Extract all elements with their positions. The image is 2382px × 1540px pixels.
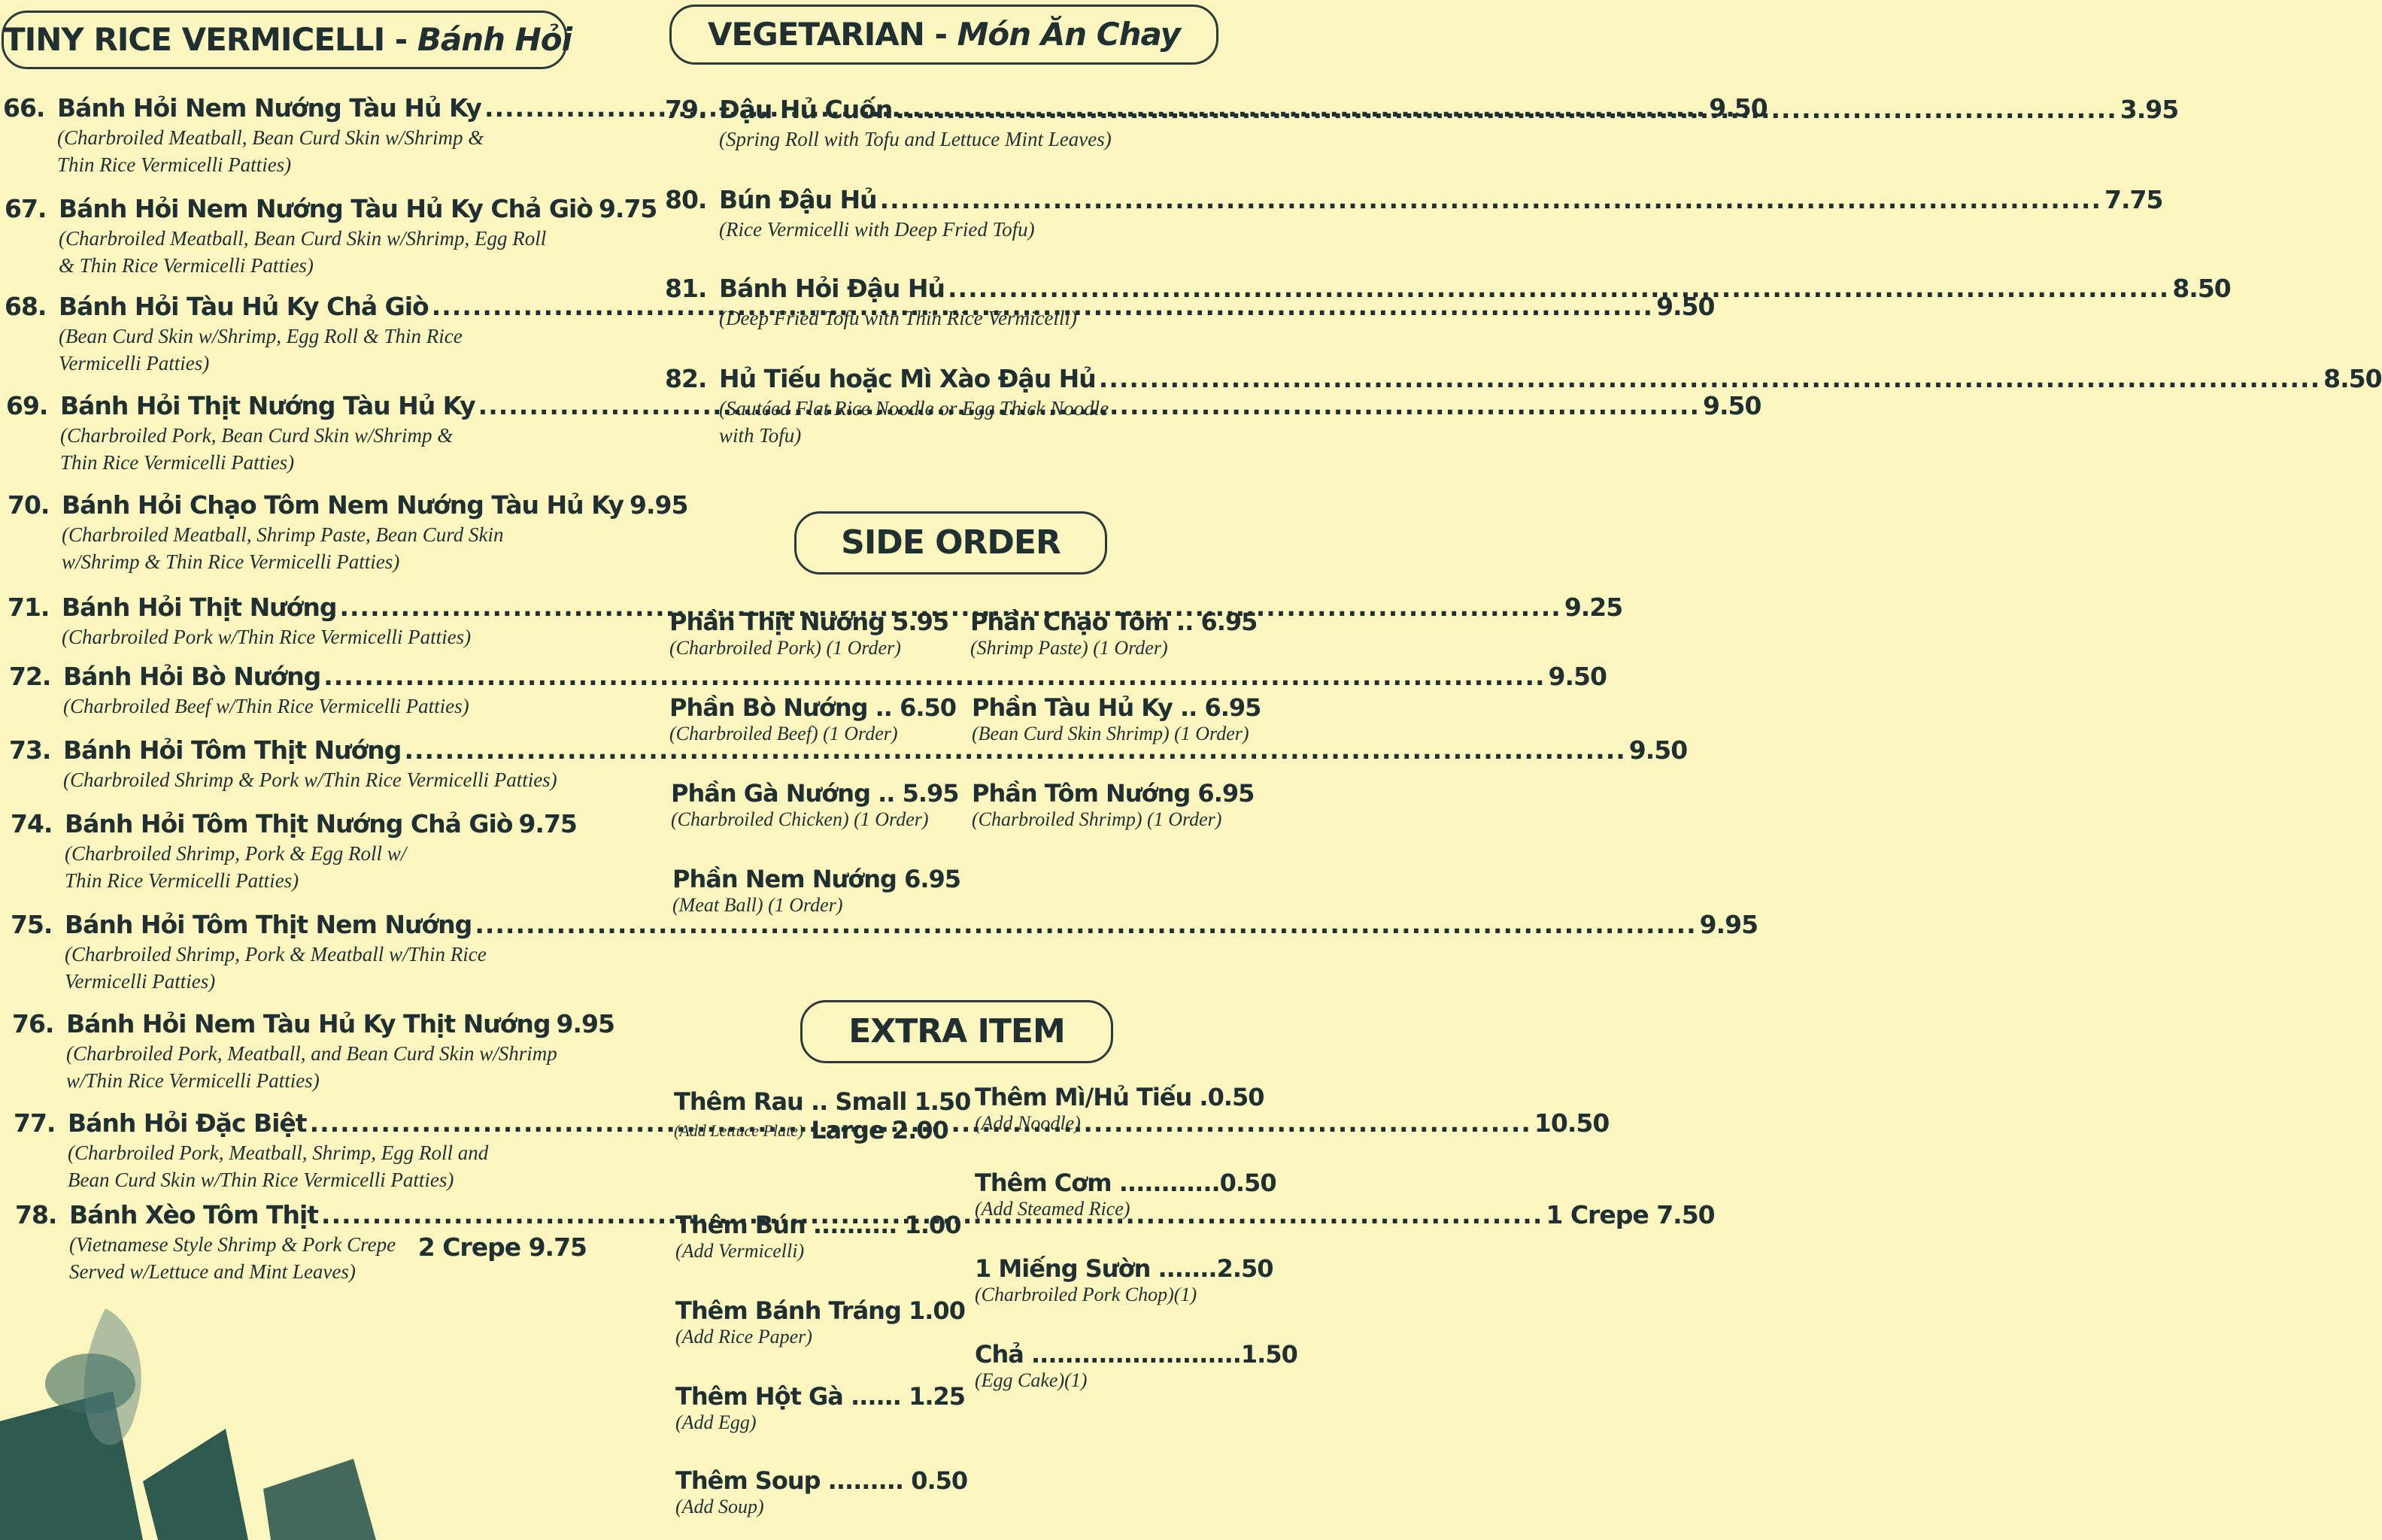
item-number: 82. [665,364,707,393]
item-price: 9.25 [1564,593,1623,622]
item-name: Bún Đậu Hủ [719,185,877,214]
item-price: 8.50 [2172,274,2231,303]
item-name: Bánh Hỏi Đậu Hủ [719,274,945,303]
item-description [57,124,573,178]
section-title-tiny-rice-vermicelli [2,11,572,69]
item-desc-line2: w/Thin Rice Vermicelli Patties) [66,1069,320,1092]
item-price: 9.50 [1703,391,1761,420]
item-name: Bánh Hỏi Bò Nướng [63,662,321,691]
item-desc-line1: (Charbroiled Meatball, Bean Curd Skin w/Shrimp, Egg Roll [59,227,547,250]
section-title-side-order: SIDE ORDER [794,511,1107,574]
item-desc: (Charbroiled Pork Chop)(1) [975,1284,1197,1305]
item-desc: (Charbroiled Shrimp) (1 Order) [972,808,1222,830]
item-description [62,623,573,650]
section-title-vi: Món Ăn Chay [957,16,1180,53]
item-desc-line2: Bean Curd Skin w/Thin Rice Vermicelli Patties) [68,1169,454,1191]
item-name: Đậu Hủ Cuốn [719,95,893,124]
item-desc: (Add Lettuce Plate) [674,1121,804,1140]
item-price-2: 2 Crepe 9.75 [417,1232,587,1262]
item-price: 9.50 [1709,93,1768,123]
item-number: 80. [665,185,707,214]
item-name: Bánh Hỏi Nem Nướng Tàu Hủ Ky [57,93,481,123]
item-description [719,126,1230,153]
item-name: Hủ Tiếu hoặc Mì Xào Đậu Hủ [719,364,1096,393]
item-desc: (Add Noodle) [975,1112,1081,1134]
item-price: 9.75 [518,809,577,838]
item-desc-line2: Vermicelli Patties) [59,352,210,374]
side-order-item [672,865,960,917]
item-description [68,1139,573,1193]
item-name: Thêm Soup ......... [675,1466,904,1495]
item-number: 77. [14,1108,56,1138]
item-price: 6.95 [1197,779,1255,808]
leader-dots [323,662,1545,691]
decor-flower [45,1354,135,1414]
item-desc: (Add Rice Paper) [675,1326,812,1348]
item-desc: (Add Egg) [675,1411,757,1433]
item-number: 73. [9,735,51,765]
menu-item-70 [8,490,688,575]
side-order-item [669,608,948,660]
side-order-item [671,779,959,832]
item-number: 75. [11,910,53,939]
item-name: Bánh Hỏi Tôm Thịt Nướng Chả Giò [65,809,513,838]
extra-item [675,1382,965,1435]
extra-item [975,1254,1273,1307]
item-price: 6.95 [904,865,961,893]
extra-item [675,1211,961,1263]
menu-item-67 [5,194,657,279]
item-price: 0.50 [1207,1083,1264,1111]
leader-dots [339,593,1561,622]
extra-item [675,1466,967,1519]
item-desc-line1: (Rice Vermicelli with Deep Fried Tofu) [719,218,1035,241]
item-price: 10.50 [1534,1108,1610,1138]
item-name: 1 Miếng Sườn ....... [975,1254,1217,1283]
item-name: Phần Tàu Hủ Ky .. [972,693,1197,722]
item-number: 67. [5,194,47,223]
decor-leaf-3 [263,1459,376,1540]
item-desc: (Egg Cake)(1) [975,1369,1088,1391]
item-price: 9.95 [556,1009,614,1038]
item-desc: (Add Vermicelli) [675,1240,805,1262]
item-desc-line1: (Vietnamese Style Shrimp & Pork Crepe [69,1233,396,1256]
item-price: 0.50 [911,1466,968,1495]
item-name: Bánh Hỏi Tôm Thịt Nướng [63,735,402,765]
item-price-1: 1 Crepe 7.50 [1546,1200,1715,1229]
item-description [65,840,573,894]
item-desc-line2: Thin Rice Vermicelli Patties) [60,451,295,474]
decorative-illustration [0,1278,526,1540]
item-desc-line1: (Deep Fried Tofu with Thin Rice Vermicelli) [719,307,1077,329]
leader-dots [1099,364,2320,393]
item-price: 9.95 [1699,910,1758,939]
item-desc-line1: (Charbroiled Pork, Bean Curd Skin w/Shrimp & [60,424,454,447]
decor-leaf-2 [143,1429,248,1540]
item-price: 0.50 [1219,1169,1276,1197]
item-price: 7.75 [2104,185,2163,214]
item-name: Bánh Hỏi Đặc Biệt [68,1108,307,1138]
item-price: 6.50 [900,693,957,722]
item-desc-line1: (Charbroiled Pork, Meatball, Shrimp, Egg Roll and [68,1141,489,1164]
item-description [59,225,573,279]
section-title-vegetarian [669,5,1218,65]
item-name: Bánh Hỏi Thịt Nướng Tàu Hủ Ky [60,391,475,420]
item-desc: (Meat Ball) (1 Order) [672,894,843,916]
item-name: Thêm Bánh Tráng [675,1296,901,1325]
item-desc-line2: Thin Rice Vermicelli Patties) [57,153,292,176]
item-desc: (Add Soup) [675,1496,764,1517]
item-desc-line1: (Spring Roll with Tofu and Lettuce Mint Leaves) [719,128,1112,150]
item-desc: (Charbroiled Pork) (1 Order) [669,637,901,659]
item-description [719,216,1230,243]
extra-item [975,1169,1276,1221]
item-desc-line1: (Charbroiled Shrimp & Pork w/Thin Rice Vermicelli Patties) [63,768,557,791]
item-name: Bánh Hỏi Chạo Tôm Nem Nướng Tàu Hủ Ky [62,490,624,520]
extra-item-rau [674,1087,970,1144]
menu-item-80 [665,185,2163,243]
item-description [62,521,573,575]
item-name: Phần Gà Nướng .. [671,779,895,808]
item-desc-line1: (Bean Curd Skin w/Shrimp, Egg Roll & Thin Rice [59,325,463,347]
item-number: 76. [12,1009,54,1038]
item-description [66,1040,573,1094]
item-desc-line1: (Charbroiled Meatball, Bean Curd Skin w/Shrimp & [57,126,484,149]
item-price: 5.95 [902,779,959,808]
item-price-large: Large 2.00 [811,1116,948,1144]
item-number: 69. [6,391,48,420]
item-desc-line1: (Charbroiled Meatball, Shrimp Paste, Bean Curd Skin [62,523,504,546]
item-desc-line2: & Thin Rice Vermicelli Patties) [59,254,314,277]
item-desc-line1: (Sautéed Flat Rice Noodle or Egg Thick Noodle [719,397,1109,420]
item-price: 1.50 [1240,1340,1297,1369]
item-description [63,766,573,793]
side-order-item [669,693,956,746]
item-name: Phần Nem Nướng [672,865,897,893]
item-number: 74. [11,809,53,838]
item-price: 1.00 [904,1211,961,1239]
item-description [719,305,1230,332]
item-desc: (Shrimp Paste) (1 Order) [970,637,1168,659]
item-price: 8.50 [2323,364,2382,393]
item-desc: (Charbroiled Chicken) (1 Order) [671,808,929,830]
item-name: Thêm Mì/Hủ Tiếu . [975,1083,1208,1111]
item-price: 9.50 [1628,735,1688,765]
item-desc-line2: Served w/Lettuce and Mint Leaves) [69,1260,356,1283]
section-title-main: TINY RICE VERMICELLI - [4,21,417,58]
item-name: Phần Chạo Tôm .. [970,608,1194,636]
item-name: Bánh Xèo Tôm Thịt [69,1200,319,1229]
item-price: 6.95 [1204,693,1261,722]
item-name: Thêm Cơm ............ [975,1169,1220,1197]
item-price: 9.50 [1548,662,1607,691]
item-name: Bánh Hỏi Thịt Nướng [62,593,337,622]
menu-item-74 [11,809,577,894]
item-desc-line1: (Charbroiled Shrimp, Pork & Meatball w/Thin Rice [65,943,487,966]
item-name: Bánh Hỏi Tàu Hủ Ky Chả Giò [59,292,429,321]
item-description [63,693,573,720]
item-desc: (Add Steamed Rice) [975,1198,1130,1220]
item-desc-line1: (Charbroiled Pork w/Thin Rice Vermicelli Patties) [62,626,472,648]
section-title-vi: Bánh Hỏi [417,21,572,58]
item-price: 9.95 [630,490,688,520]
section-title-extra-item: EXTRA ITEM [800,1000,1113,1063]
section-title-main: VEGETARIAN - [708,16,957,53]
item-number: 68. [5,292,47,321]
item-price: 1.25 [909,1382,966,1411]
menu-item-73 [9,735,1688,793]
extra-item [975,1083,1264,1135]
item-name: Chả ......................... [975,1340,1241,1369]
item-name: Thêm Hột Gà ...... [675,1382,901,1411]
item-number: 72. [9,662,51,691]
item-price: 6.95 [1200,608,1258,636]
side-order-item [970,608,1257,660]
item-desc-line1: (Charbroiled Pork, Meatball, and Bean Curd Skin w/Shrimp [66,1042,557,1065]
item-price: 3.95 [2120,95,2179,124]
item-name: Bánh Hỏi Tôm Thịt Nem Nướng [65,910,472,939]
item-name: Bánh Hỏi Nem Tàu Hủ Ky Thịt Nướng [66,1009,551,1038]
item-desc: (Bean Curd Skin Shrimp) (1 Order) [972,723,1249,744]
item-description [65,941,573,995]
item-price: 5.95 [892,608,949,636]
leader-dots [895,95,2116,124]
item-name: Thêm Bún .......... [675,1211,897,1239]
item-price: 9.50 [1656,292,1715,321]
item-name: Bánh Hỏi Nem Nướng Tàu Hủ Ky Chả Giò [59,194,593,223]
item-number: 66. [3,93,45,123]
item-desc-line2: Thin Rice Vermicelli Patties) [65,869,299,892]
item-price: 9.75 [598,194,657,223]
item-number: 79. [665,95,707,124]
item-price: 1.00 [909,1296,965,1325]
side-order-item [972,693,1261,746]
item-price-small: 1.50 [914,1087,971,1116]
item-desc: (Charbroiled Beef) (1 Order) [669,723,898,744]
leader-dots [475,910,1696,939]
item-name: Thêm Rau .. Small [674,1087,907,1116]
menu-item-75 [11,910,1758,995]
extra-item [675,1296,965,1349]
item-desc-line1: (Charbroiled Shrimp, Pork & Egg Roll w/ [65,842,407,865]
item-description [59,323,573,377]
item-name: Phần Thịt Nướng [669,608,885,636]
item-desc-line2: w/Shrimp & Thin Rice Vermicelli Patties) [62,550,400,573]
item-number: 70. [8,490,50,520]
item-description [719,395,1230,449]
leader-dots [948,274,2169,303]
extra-item [975,1340,1297,1393]
item-number: 78. [15,1200,57,1229]
leader-dots [880,185,2101,214]
menu-item-76 [12,1009,614,1094]
item-desc-line1: (Charbroiled Beef w/Thin Rice Vermicelli Patties) [63,695,469,717]
item-number: 71. [8,593,50,622]
item-name: Phần Tôm Nướng [972,779,1191,808]
item-desc-line2: with Tofu) [719,424,802,447]
item-price: 2.50 [1216,1254,1273,1283]
side-order-item [972,779,1254,832]
item-name: Phần Bò Nướng .. [669,693,892,722]
item-number: 81. [665,274,707,303]
item-description [60,422,573,476]
item-desc-line2: Vermicelli Patties) [65,970,216,993]
